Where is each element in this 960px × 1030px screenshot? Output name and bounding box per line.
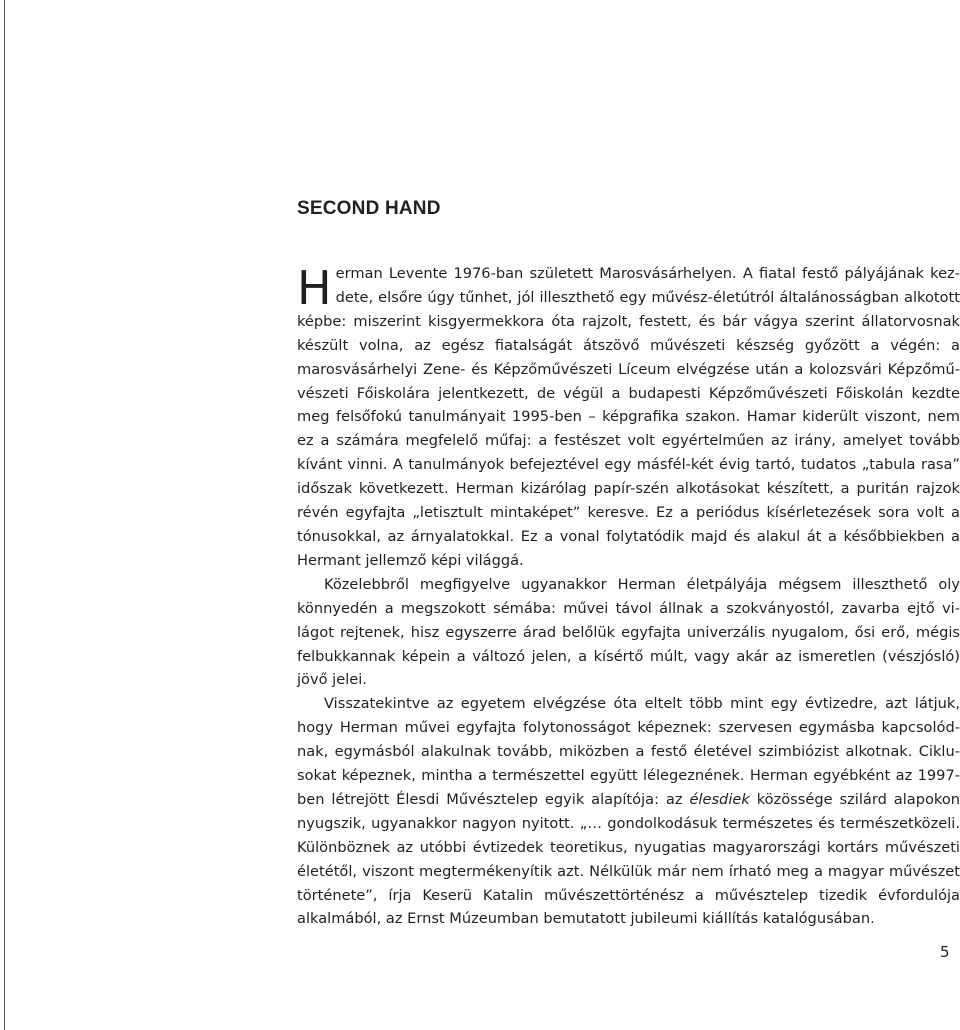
drop-cap: H — [297, 261, 332, 315]
article-body — [297, 262, 960, 931]
article-title: SECOND HAND — [297, 198, 441, 219]
paragraph-3 — [297, 692, 960, 931]
paragraph-3-text-start: Visszatekintve az egyetem elvégzése óta eltelt több mint egy évtizedre, azt látjuk, hogy Herman művei egyfajta folytonosságot képeznek: szervesen egymásba kapcsolódnak, egymásból alakulnak tovább, miközben a festő életével szimbiózist alkotnak. Ciklusokat képeznek, mintha a természettel együtt lélegeznének. Herman egyébként az 1997-ben létrejött Élesdi Művésztelep egyik alapítója: az — [297, 695, 960, 808]
paragraph-1-text: erman Levente 1976-ban született Marosvásárhelyen. A fiatal festő pályájának kezdete, elsőre úgy tűnhet, jól illeszthető egy művész-életútról általánosságban alkotott képbe: miszerint kisgyermekkora óta rajzolt, festett, és bár vágya szerint állatorvosnak készült volna, az egész fiatalságát átszövő művészeti készség győzött a végén: a marosvásárhelyi Zene- és Képzőművészeti Líceum elvégzése után a kolozsvári Képzőművészeti Főiskolára jelentkezett, de végül a budapesti Képzőművészeti Főiskolán kezdte meg felsőfokú tanulmányait 1995-ben – képgrafika szakon. Hamar kiderült viszont, nem ez a számára megfelelő műfaj: a festészet volt egyértelműen az irány, amelyet tovább kívánt vinni. A tanulmányok befejeztével egy másfél-két évig tartó, tudatos „tabula rasa” időszak következett. Herman kizárólag papír-szén alkotásokat készített, a puritán rajzok révén egyfajta „letisztult mintaképet” keresve. Ez a periódus kísérletezések sora volt a tónusokkal, az árnyalatokkal. Ez a vonal folytatódik majd és alakul át a későbbiekben a Hermant jellemző képi világgá. — [297, 265, 960, 569]
paragraph-3-italic: élesdiek — [689, 790, 750, 808]
page-edge-rule — [4, 0, 5, 1030]
paragraph-2: Közelebbről megfigyelve ugyanakkor Herman életpályája mégsem illeszthető oly könnyedén a megszokott sémába: művei távol állnak a szokványostól, zavarba ejtő világot rejtenek, hisz egyszerre árad belőlük egyfajta univerzális nyugalom, ősi erő, mégis felbukkannak képein a változó jelen, a kísértő múlt, vagy akár az ismeretlen (vészjósló) jövő jelei. — [297, 575, 960, 689]
page-number: 5 — [940, 943, 950, 961]
paragraph-1 — [297, 262, 960, 573]
paragraph-3-text-end: közössége szilárd alapokon nyugszik, ugyanakkor nagyon nyitott. „… gondolkodásuk természetes és természetközeli. Különböznek az utóbbi évtizedek teoretikus, nyugatias magyarországi kortárs művészeti életétől, viszont megtermékenyítik azt. Nélkülük már nem írható meg a magyar művészet története”, írja Keserü Katalin művészettörténész a művésztelep tizedik évfordulója alkalmából, az Ernst Múzeumban bemutatott jubileumi kiállítás katalógusában. — [297, 790, 960, 928]
